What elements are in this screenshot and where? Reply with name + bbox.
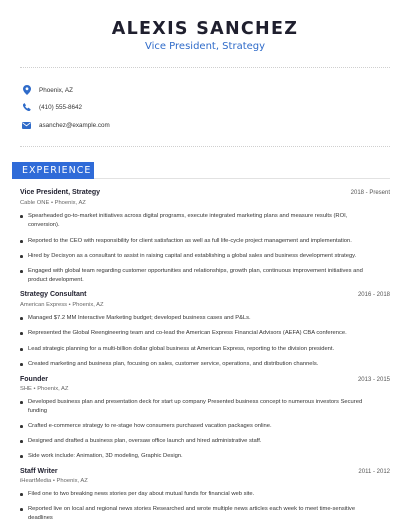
job-company: American Express [20, 302, 68, 308]
job-bullet: Engaged with global team regarding customer opportunities and relationships, growth plan, continuous improvement initiatives and product development. [20, 267, 365, 284]
job-bullet: Represented the Global Reengineering team and co-lead the American Express Financial Advisors (AEFA) CBA conference. [20, 329, 365, 338]
contact-email [22, 119, 110, 131]
job-location: Phoenix, AZ [54, 200, 86, 206]
section-rule [94, 178, 390, 179]
job-location: Phoenix, AZ [72, 302, 104, 308]
job-location: Phoenix, AZ [56, 478, 88, 484]
section-heading-experience: EXPERIENCE [12, 162, 94, 179]
contact-divider [20, 146, 390, 147]
job-bullet: Filed one to two breaking news stories per day about mutual funds for financial web site. [20, 490, 365, 499]
location-text: Phoenix, AZ [39, 86, 73, 94]
job-company-line: iHeartMedia • Phoenix, AZ [20, 478, 88, 484]
map-pin-icon [22, 85, 31, 95]
job-company: Cable ONE [20, 200, 50, 206]
job-bullet: Reported live on local and regional news stories Researched and wrote multiple news articles each week to meet time-sensitive deadlines [20, 505, 365, 522]
job-company-line: Cable ONE • Phoenix, AZ [20, 200, 86, 206]
job-bullet: Crafted e-commerce strategy to re-stage how consumers purchased vacation packages online. [20, 422, 365, 431]
job-company-line: SHE • Phoenix, AZ [20, 386, 69, 392]
job-bullet: Managed $7.2 MM Interactive Marketing budget; developed business cases and P&Ls. [20, 314, 365, 323]
job-bullet: Developed business plan and presentation deck for start up company Presented business concept to numerous investors Secured funding [20, 398, 365, 415]
envelope-icon [22, 120, 31, 130]
phone-icon [22, 102, 31, 112]
job-location: Phoenix, AZ [37, 386, 69, 392]
job-bullet: Designed and drafted a business plan, oversaw office launch and hired administrative staff. [20, 437, 365, 446]
candidate-title: Vice President, Strategy [144, 41, 266, 52]
email-text[interactable]: asanchez@example.com [39, 121, 110, 129]
phone-text: (410) 555-8642 [39, 103, 83, 111]
job-bullet: Spearheaded go-to-market initiatives across digital programs, execute integrated marketing plans and measure results (ROI, conversion). [20, 212, 365, 229]
job-title: Vice President, Strategy [20, 189, 101, 196]
job-dates: 2011 - 2012 [358, 469, 390, 475]
contact-phone [22, 101, 82, 113]
job-dates: 2016 - 2018 [357, 292, 390, 298]
job-bullet: Hired by Decisyon as a consultant to assist in raising capital and establishing a global sales and business development strategy. [20, 252, 365, 261]
job-title: Founder [20, 376, 48, 383]
job-company-line: American Express • Phoenix, AZ [20, 302, 104, 308]
job-bullet: Created marketing and business plan, focusing on sales, customer service, operations, and distribution channels. [20, 360, 365, 369]
candidate-name: ALEXIS SANCHEZ [111, 19, 299, 39]
header-divider [20, 67, 390, 68]
job-company: iHeartMedia [20, 478, 52, 484]
job-bullet: Lead strategic planning for a multi-billion dollar global business at American Express, reporting to the division president. [20, 345, 365, 354]
job-title: Strategy Consultant [20, 291, 87, 298]
contact-location [22, 84, 73, 96]
job-title: Staff Writer [20, 468, 58, 475]
job-bullet: Reported to the CEO with responsibility for client satisfaction as well as full life-cycle project management and implementation. [20, 237, 365, 246]
job-company: SHE [20, 386, 32, 392]
job-bullet: Side work include: Animation, 3D modeling, Graphic Design. [20, 452, 365, 461]
job-dates: 2018 - Present [350, 190, 390, 196]
job-dates: 2013 - 2015 [357, 377, 390, 383]
